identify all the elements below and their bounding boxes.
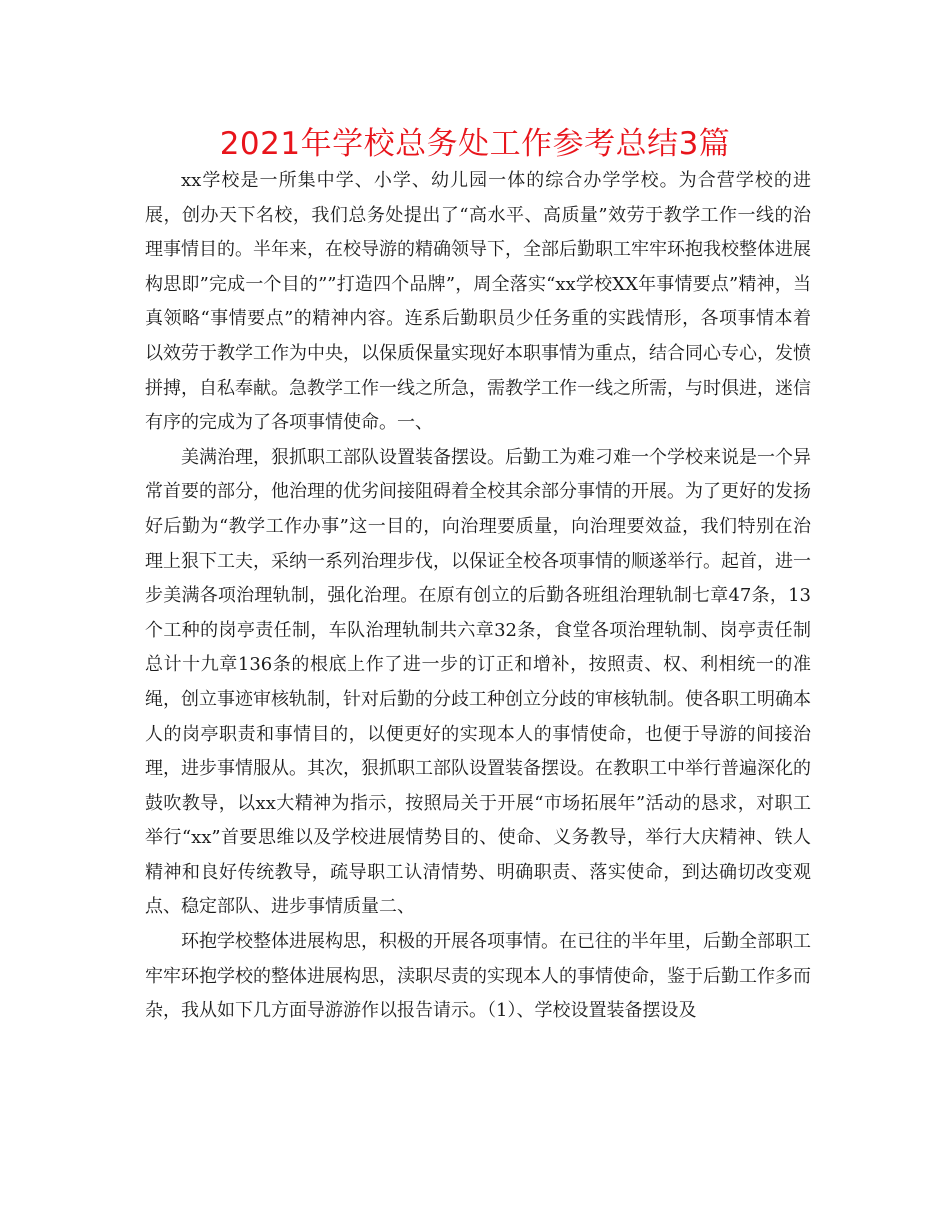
document-body [145,164,811,1029]
paragraph-2: 美满治理，狠抓职工部队设置装备摆设。后勤工为难刁难一个学校来说是一个异常首要的部分，他治理的优劣间接阻碍着全校其余部分事情的开展。为了更好的发扬好后勤为“教学工作办事”这一目的，向治理要质量，向治理要效益，我们特别在治理上狠下工夫，采纳一系列治理步伐，以保证全校各项事情的顺遂举行。起首，进一步美满各项治理轨制，强化治理。在原有创立的后勤各班组治理轨制七章47条，13个工种的岗亭责任制，车队治理轨制共六章32条，食堂各项治理轨制、岗亭责任制总计十九章136条的根底上作了进一步的订正和增补，按照责、权、利相统一的准绳，创立事迹审核轨制，针对后勤的分歧工种创立分歧的审核轨制。使各职工明确本人的岗亭职责和事情目的，以便更好的实现本人的事情使命，也便于导游的间接治理，进步事情服从。其次，狠抓职工部队设置装备摆设。在教职工中举行普遍深化的鼓吹教导，以xx大精神为指示，按照局关于开展“市场拓展年”活动的恳求，对职工举行“xx”首要思维以及学校进展情势目的、使命、义务教导，举行大庆精神、铁人精神和良好传统教导，疏导职工认清情势、明确职责、落实使命，到达确切改变观点、稳定部队、进步事情质量二、 [145,446,811,918]
paragraph-1: xx学校是一所集中学、小学、幼儿园一体的综合办学学校。为合营学校的进展，创办天下名校，我们总务处提出了“高水平、高质量”效劳于教学工作一线的治理事情目的。半年来，在校导游的精确领导下，全部后勤职工牢牢环抱我校整体进展构思即”完成一个目的””打造四个品牌”，周全落实“xx学校XX年事情要点”精神，当真领略“事情要点”的精神内容。连系后勤职员少任务重的实践情形，各项事情本着以效劳于教学工作为中央，以保质保量实现好本职事情为重点，结合同心专心，发愤拼搏，自私奉献。急教学工作一线之所急，需教学工作一线之所需，与时俱进，迷信有序的完成为了各项事情使命。一、 [145,170,811,434]
document-title: 2021年学校总务处工作参考总结3篇 [219,126,731,162]
paragraph-3: 环抱学校整体进展构思，积极的开展各项事情。在已往的半年里，后勤全部职工牢牢环抱学校的整体进展构思，渎职尽责的实现本人的事情使命，鉴于后勤工作多而杂，我从如下几方面导游游作以报告请示。（1）、学校设置装备摆设及 [145,931,811,1022]
